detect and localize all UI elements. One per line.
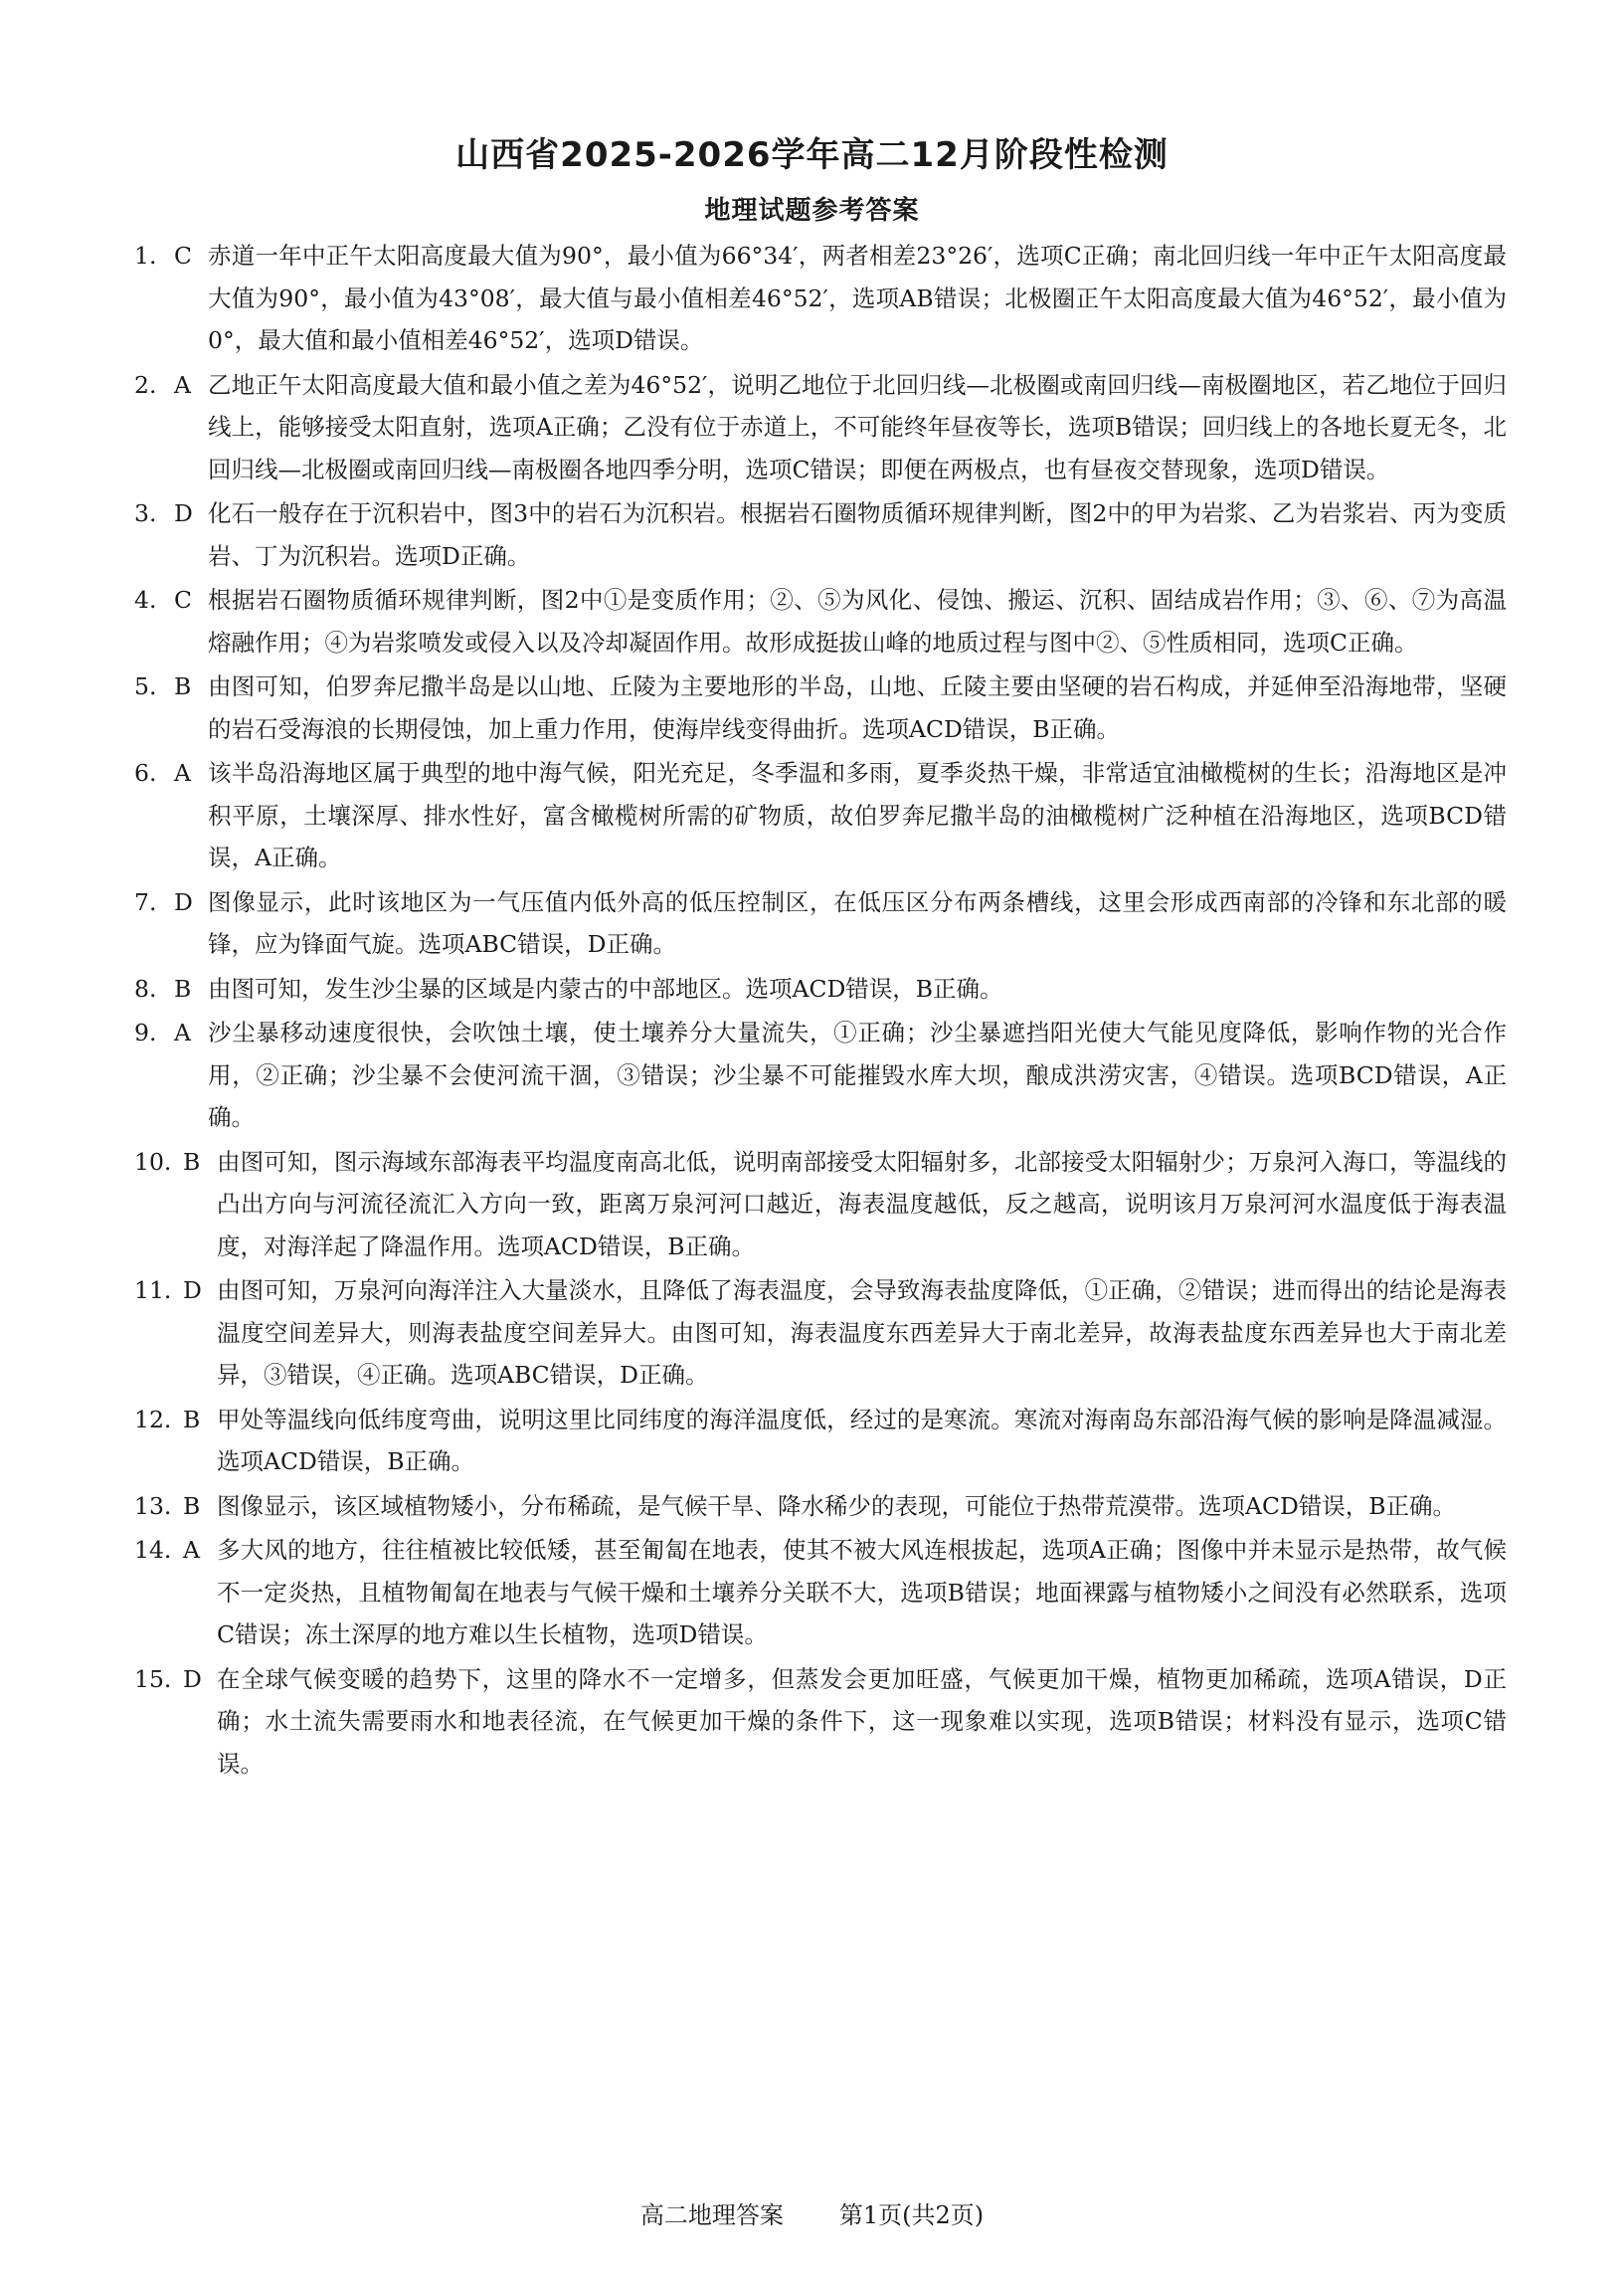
question-number: 14. xyxy=(134,1536,172,1564)
answer-letter: D xyxy=(174,887,193,916)
answer-item-9 xyxy=(134,1012,1507,1139)
question-number: 11. xyxy=(134,1276,172,1304)
question-number: 5. xyxy=(134,672,157,700)
answer-item-6 xyxy=(134,752,1507,879)
answer-item-1 xyxy=(134,235,1507,362)
answer-letter: A xyxy=(174,759,191,787)
answer-item-15 xyxy=(134,1658,1507,1786)
question-number: 7. xyxy=(134,887,157,916)
answer-letter: D xyxy=(183,1276,202,1304)
answer-item-4 xyxy=(134,579,1507,664)
question-number: 15. xyxy=(134,1664,172,1693)
question-number: 10. xyxy=(134,1147,172,1176)
answer-explanation: 乙地正午太阳高度最大值和最小值之差为46°52′，说明乙地位于北回归线—北极圈或南回归线—南极圈地区，若乙地位于回归线上，能够接受太阳直射，选项A正确；乙没有位于赤道上，不可能终年昼夜等长，选项B错误；回归线上的各地长夏无冬，北回归线—北极圈或南回归线—南极圈各地四季分明，选项C错误；即便在两极点，也有昼夜交替现象，选项D错误。 xyxy=(208,370,1507,483)
answer-letter: A xyxy=(174,1019,191,1046)
answer-explanation: 由图可知，图示海域东部海表平均温度南高北低，说明南部接受太阳辐射多，北部接受太阳辐射少；万泉河入海口，等温线的凸出方向与河流径流汇入方向一致，距离万泉河河口越近，海表温度越低，反之越高，说明该月万泉河河水温度低于海表温度，对海洋起了降温作用。选项ACD错误，B正确。 xyxy=(217,1147,1507,1260)
answer-explanation: 赤道一年中正午太阳高度最大值为90°，最小值为66°34′，两者相差23°26′，选项C正确；南北回归线一年中正午太阳高度最大值为90°，最小值为43°08′，最大值与最小值相差46°52′，选项AB错误；北极圈正午太阳高度最大值为46°52′，最小值为0°，最大值和最小值相差46°52′，选项D错误。 xyxy=(208,242,1507,354)
answer-explanation: 根据岩石圈物质循环规律判断，图2中①是变质作用；②、⑤为风化、侵蚀、搬运、沉积、固结成岩作用；③、⑥、⑦为高温熔融作用；④为岩浆喷发或侵入以及冷却凝固作用。故形成挺拔山峰的地质过程与图中②、⑤性质相同，选项C正确。 xyxy=(208,586,1507,657)
answer-letter: A xyxy=(174,370,191,399)
answer-explanation: 该半岛沿海地区属于典型的地中海气候，阳光充足，冬季温和多雨，夏季炎热干燥，非常适宜油橄榄树的生长；沿海地区是冲积平原，土壤深厚、排水性好，富含橄榄树所需的矿物质，故伯罗奔尼撒半岛的油橄榄树广泛种植在沿海地区，选项BCD错误，A正确。 xyxy=(208,759,1507,871)
answer-letter: B xyxy=(183,1405,201,1433)
answer-item-8 xyxy=(134,968,1507,1011)
answer-letter: B xyxy=(174,974,192,1003)
answer-item-12 xyxy=(134,1399,1507,1483)
answer-item-10 xyxy=(134,1141,1507,1268)
question-number: 13. xyxy=(134,1491,172,1520)
question-number: 2. xyxy=(134,370,157,399)
answer-letter: A xyxy=(183,1536,200,1564)
page-title: 山西省2025-2026学年高二12月阶段性检测 xyxy=(455,135,1169,175)
question-number: 1. xyxy=(134,242,157,270)
question-number: 8. xyxy=(134,974,157,1003)
answer-explanation: 在全球气候变暖的趋势下，这里的降水不一定增多，但蒸发会更加旺盛，气候更加干燥，植物更加稀疏，选项A错误，D正确；水土流失需要雨水和地表径流，在气候更加干燥的条件下，这一现象难以实现，选项B错误；材料没有显示，选项C错误。 xyxy=(217,1664,1507,1778)
answer-explanation: 图像显示，该区域植物矮小，分布稀疏，是气候干旱、降水稀少的表现，可能位于热带荒漠带。选项ACD错误，B正确。 xyxy=(217,1491,1457,1520)
answer-item-14 xyxy=(134,1529,1507,1656)
answer-explanation: 由图可知，万泉河向海洋注入大量淡水，且降低了海表温度，会导致海表盐度降低，①正确，②错误；进而得出的结论是海表温度空间差异大，则海表盐度空间差异大。由图可知，海表温度东西差异大于南北差异，故海表盐度东西差异也大于南北差异，③错误，④正确。选项ABC错误，D正确。 xyxy=(217,1276,1507,1389)
answer-letter: B xyxy=(174,672,192,700)
answer-explanation: 沙尘暴移动速度很快，会吹蚀土壤，使土壤养分大量流失，①正确；沙尘暴遮挡阳光使大气能见度降低，影响作物的光合作用，②正确；沙尘暴不会使河流干涸，③错误；沙尘暴不可能摧毁水库大坝，酿成洪涝灾害，④错误。选项BCD错误，A正确。 xyxy=(208,1019,1507,1131)
footer-subject: 高二地理答案 xyxy=(639,2201,784,2229)
answer-explanation: 化石一般存在于沉积岩中，图3中的岩石为沉积岩。根据岩石圈物质循环规律判断，图2中的甲为岩浆、乙为岩浆岩、丙为变质岩、丁为沉积岩。选项D正确。 xyxy=(208,499,1507,570)
answer-item-7 xyxy=(134,881,1507,966)
footer-page-number: 第1页(共2页) xyxy=(838,2201,985,2229)
answer-letter: D xyxy=(183,1664,202,1693)
page-footer xyxy=(0,2195,1624,2230)
answer-explanation: 甲处等温线向低纬度弯曲，说明这里比同纬度的海洋温度低，经过的是寒流。寒流对海南岛东部沿海气候的影响是降温减湿。选项ACD错误，B正确。 xyxy=(217,1405,1507,1475)
answer-letter: C xyxy=(174,242,192,270)
answer-item-2 xyxy=(134,364,1507,491)
answer-item-13 xyxy=(134,1485,1507,1528)
answer-letter: B xyxy=(183,1147,201,1176)
answer-item-3 xyxy=(134,492,1507,577)
question-number: 4. xyxy=(134,586,157,614)
question-number: 6. xyxy=(134,759,157,787)
answer-item-5 xyxy=(134,665,1507,750)
question-number: 12. xyxy=(134,1405,172,1433)
answer-explanation: 由图可知，伯罗奔尼撒半岛是以山地、丘陵为主要地形的半岛，山地、丘陵主要由坚硬的岩石构成，并延伸至沿海地带，坚硬的岩石受海浪的长期侵蚀，加上重力作用，使海岸线变得曲折。选项ACD错误，B正确。 xyxy=(208,672,1507,743)
answer-explanation: 图像显示，此时该地区为一气压值内低外高的低压控制区，在低压区分布两条槽线，这里会形成西南部的冷锋和东北部的暖锋，应为锋面气旋。选项ABC错误，D正确。 xyxy=(208,887,1507,958)
answer-explanation: 多大风的地方，往往植被比较低矮，甚至匍匐在地表，使其不被大风连根拔起，选项A正确；图像中并未显示是热带，故气候不一定炎热，且植物匍匐在地表与气候干燥和土壤养分关联不大，选项B错误；地面裸露与植物矮小之间没有必然联系，选项C错误；冻土深厚的地方难以生长植物，选项D错误。 xyxy=(217,1536,1507,1648)
answer-explanation: 由图可知，发生沙尘暴的区域是内蒙古的中部地区。选项ACD错误，B正确。 xyxy=(208,974,1003,1003)
answer-letter: C xyxy=(174,586,192,614)
answer-list xyxy=(134,235,1507,1787)
page-subtitle: 地理试题参考答案 xyxy=(704,196,920,226)
answer-letter: B xyxy=(183,1491,201,1520)
answer-item-11 xyxy=(134,1269,1507,1397)
question-number: 9. xyxy=(134,1019,157,1046)
question-number: 3. xyxy=(134,499,157,527)
answer-letter: D xyxy=(174,499,193,527)
